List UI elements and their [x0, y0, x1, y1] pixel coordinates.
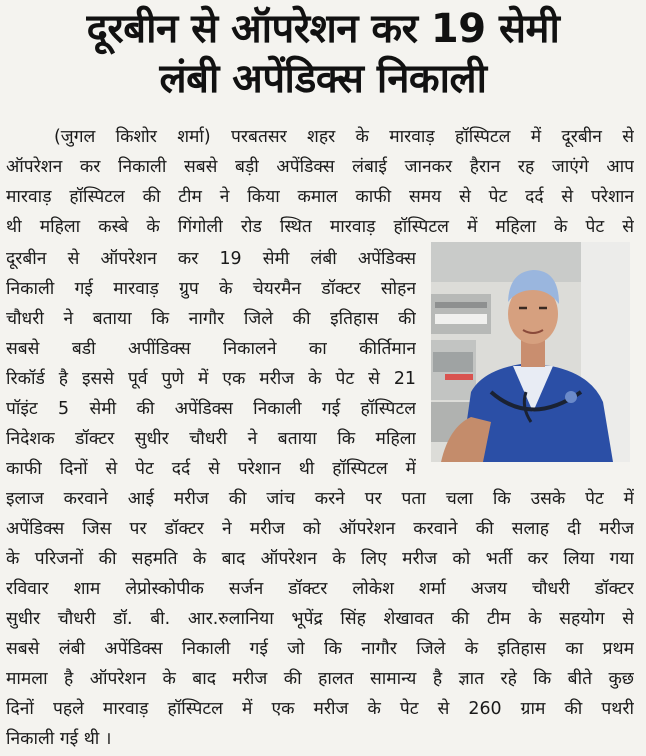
article-line: दूरबीन से ऑपरेशन कर 19 सेमी लंबी अपेंडिक्स [6, 249, 416, 269]
article-line: ऑपरेशन कर निकाली सबसे बड़ी अपेंडिक्स लंबाई जानकर हैरान रह जाएंगे आप [6, 157, 634, 177]
article-line: दिनों पहले मारवाड़ हॉस्पिटल में एक मरीज के पेट से 260 ग्राम की पथरी [6, 699, 634, 719]
article-line: निकाली गई मारवाड़ ग्रुप के चेयरमैन डॉक्टर सोहन [6, 279, 416, 299]
article-line: सबसे लंबी अपेंडिक्स निकाली गई जो कि नागौर जिले के इतिहास का प्रथम [6, 639, 634, 659]
doctor-portrait-illustration [431, 242, 630, 462]
article-line: मारवाड़ हॉस्पिटल की टीम ने किया कमाल काफी समय से पेट दर्द से परेशान [6, 187, 634, 207]
article-line: निदेशक डॉक्टर सुधीर चौधरी ने बताया कि महिला [6, 429, 416, 449]
headline-line-2: लंबी अपेंडिक्स निकाली [159, 56, 487, 102]
article-line: रविवार शाम लेप्रोस्कोपीक सर्जन डॉक्टर लोकेश शर्मा अजय चौधरी डॉक्टर [6, 579, 634, 599]
headline-line-1: दूरबीन से ऑपरेशन कर 19 सेमी [86, 6, 560, 52]
article-line: (जुगल किशोर शर्मा) परबतसर शहर के मारवाड़ हॉस्पिटल में दूरबीन से [54, 127, 634, 147]
article-line: के परिजनों की सहमति के बाद ऑपरेशन के लिए मरीज को भर्ती कर लिया गया [6, 549, 634, 569]
article-line: काफी दिनों से पेट दर्द से परेशान थी हॉस्पिटल में [6, 459, 416, 479]
article-line: इलाज करवाने आई मरीज की जांच करने पर पता चला कि उसके पेट में [6, 489, 634, 509]
article-line: मामला है ऑपरेशन के बाद मरीज की हालत सामान्य है ज्ञात रहे कि बीते कुछ [6, 669, 634, 689]
article-line: पॉइंट 5 सेमी की अपेंडिक्स निकाली गई हॉस्पिटल [6, 399, 416, 419]
article-line: चौधरी ने बताया कि नागौर जिले की इतिहास की [6, 309, 416, 329]
article-line: रिकॉर्ड है इससे पूर्व पुणे में एक मरीज के पेट से 21 [6, 369, 416, 389]
article-line: अपेंडिक्स जिस पर डॉक्टर ने मरीज को ऑपरेशन करवाने की सलाह दी मरीज [6, 519, 634, 539]
headline [0, 4, 646, 104]
article-line: सबसे बडी अपींडिक्स निकालने का कीर्तिमान [6, 339, 416, 359]
article-line: निकाली गई थी । [6, 729, 112, 749]
article-line: थी महिला कस्बे के गिंगोली रोड स्थित मारवाड़ हॉस्पिटल में महिला के पेट से [6, 217, 634, 237]
doctor-photo [431, 242, 630, 462]
article-line: सुधीर चौधरी डॉ. बी. आर.रुलानिया भूपेंद्र सिंह शेखावत की टीम के सहयोग से [6, 609, 634, 629]
